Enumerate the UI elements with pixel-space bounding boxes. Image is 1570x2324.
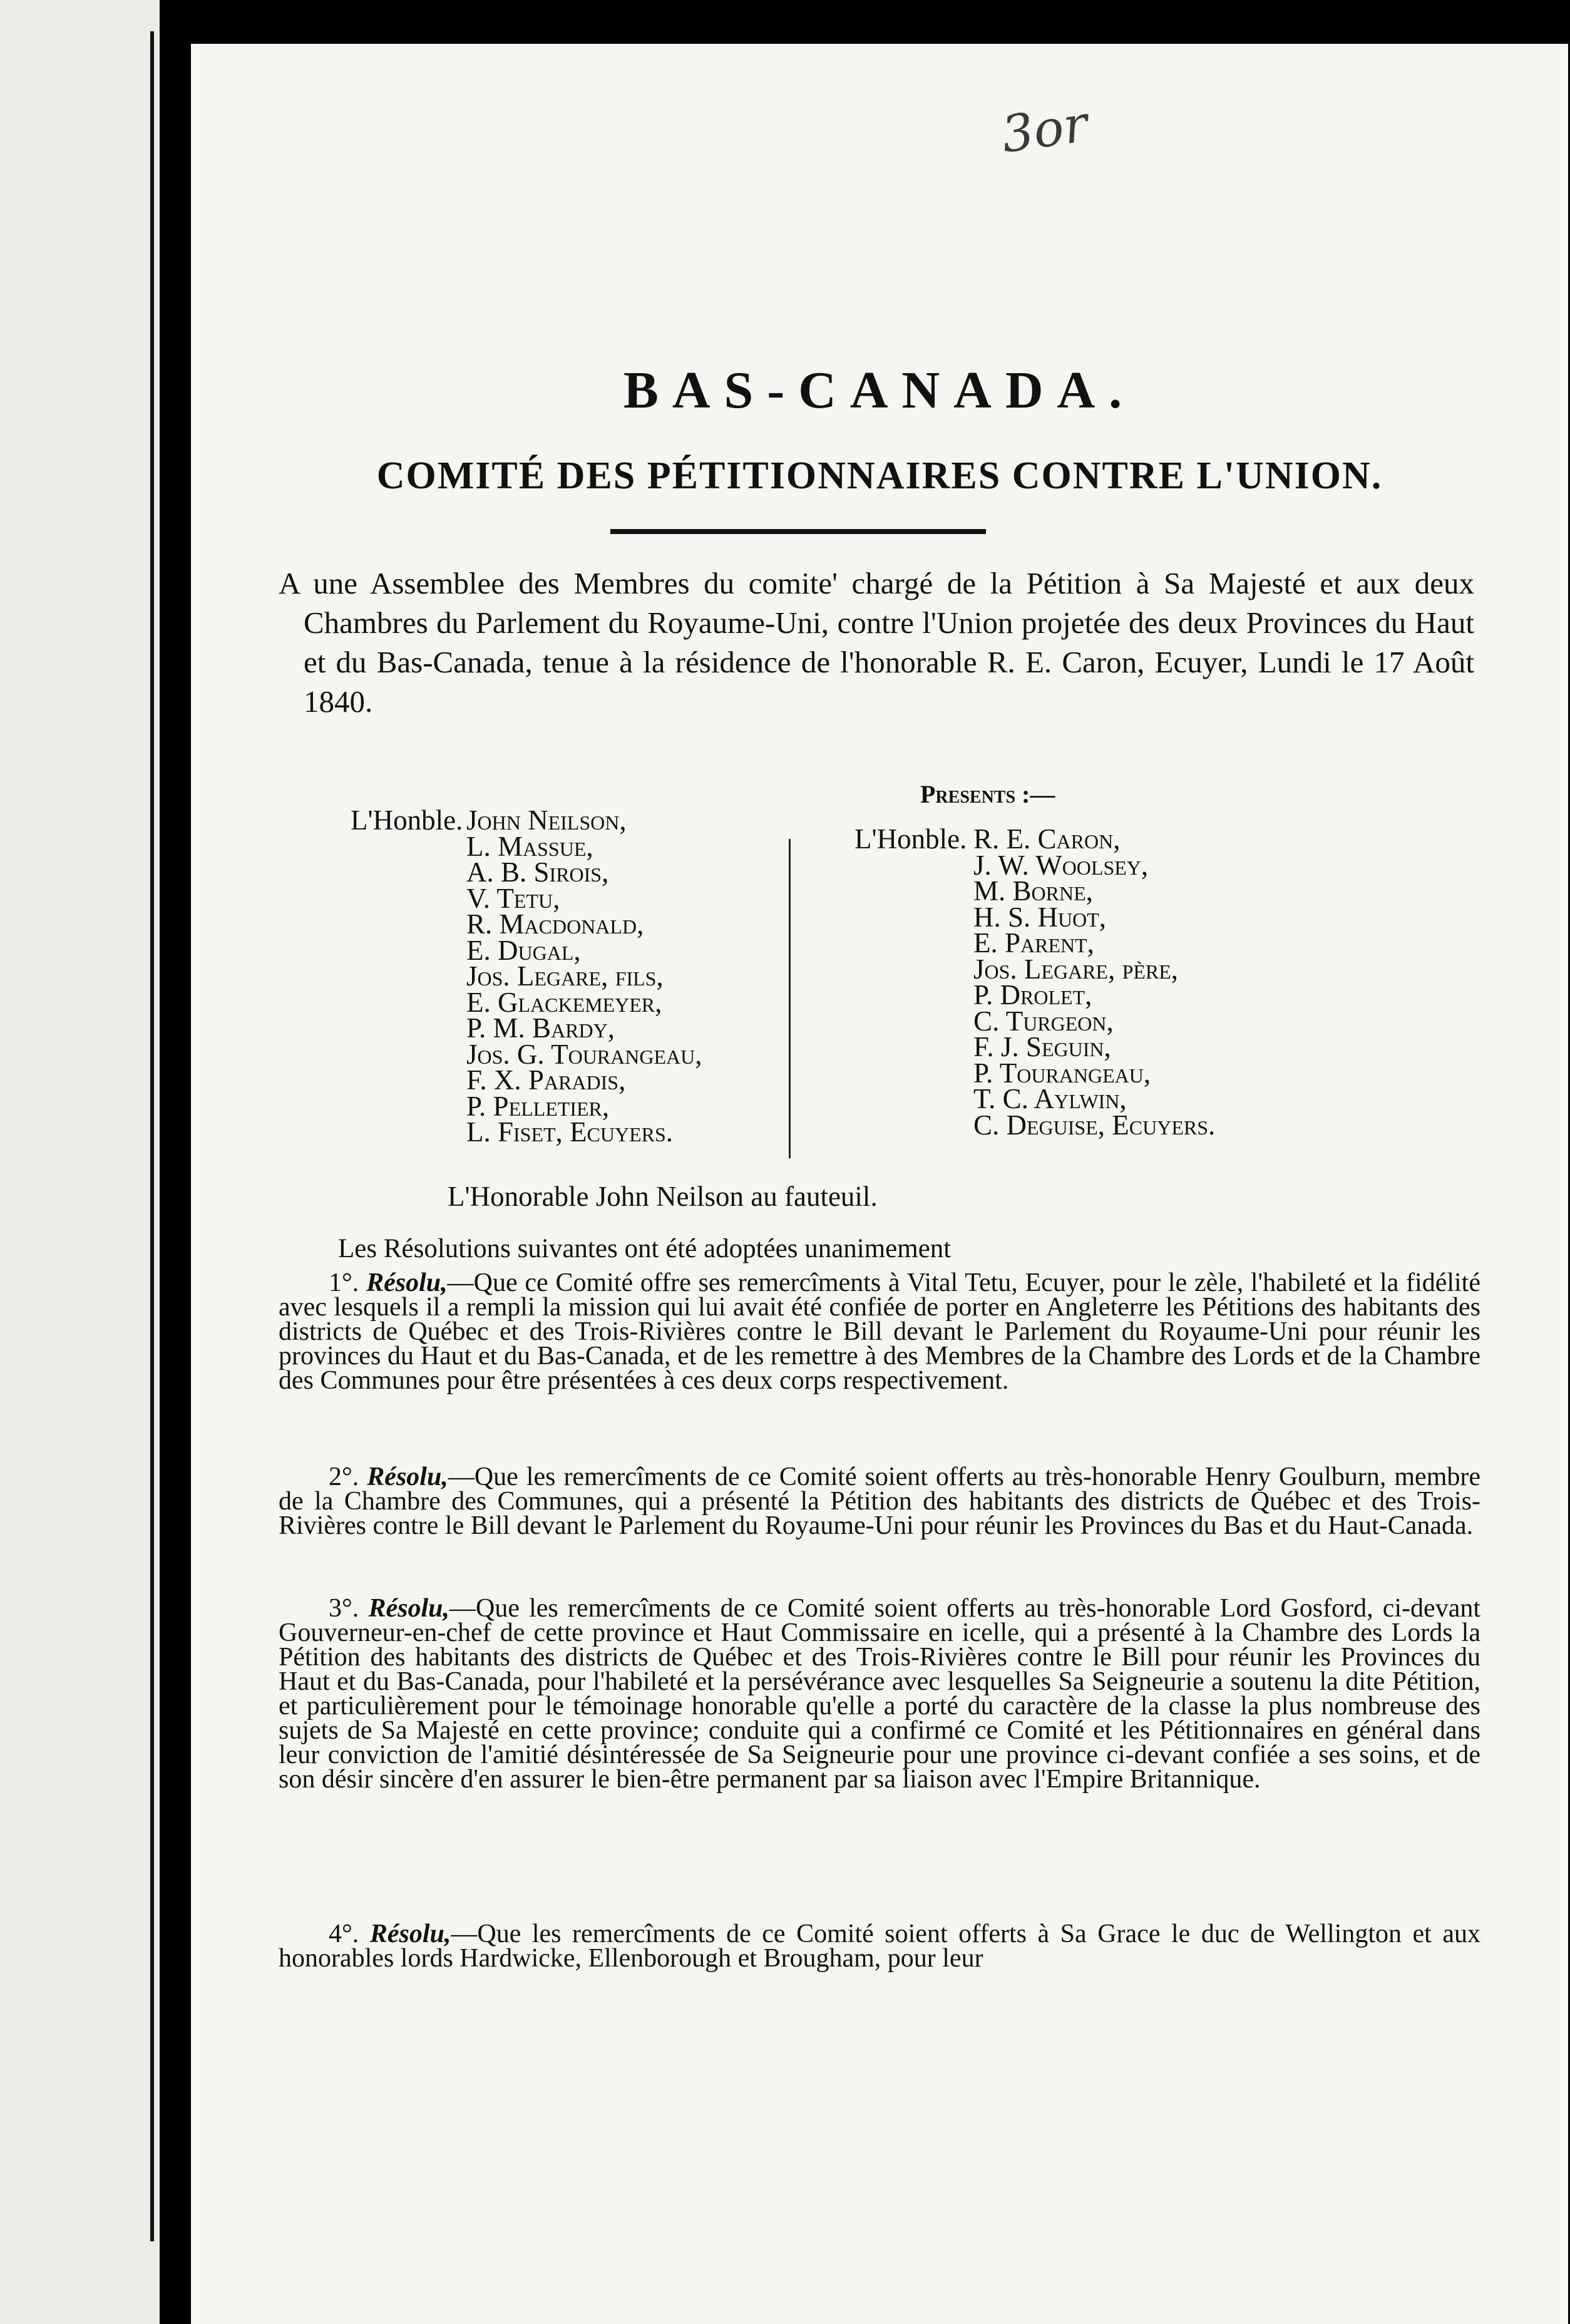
resolution-number: 4°. <box>329 1920 359 1948</box>
member-name: V. Tetu, <box>466 882 560 914</box>
intro-paragraph: A une Assemblee des Membres du comite' chargé de la Pétition à Sa Majesté et aux deux Chambres du Parlement du Royaume-Uni, contre l'Union projetée des deux Provinces du Haut et du Bas-Canada, tenue à la résidence de l'honorable R. E. Caron, Ecuyer, Lundi le 17 Août 1840. <box>279 566 1474 719</box>
document-page <box>191 44 1568 2324</box>
left-column-label: L'Honble. <box>351 805 463 836</box>
member-name: E. Dugal, <box>466 934 581 966</box>
page-subtitle: COMITÉ DES PÉTITIONNAIRES CONTRE L'UNION. <box>376 455 1383 497</box>
right-column-label: L'Honble. <box>854 823 967 855</box>
member-name: P. Pelletier, <box>466 1090 610 1122</box>
member-name: F. X. Paradis, <box>466 1064 626 1096</box>
column-divider <box>789 839 791 1158</box>
member-name: P. Drolet, <box>973 979 1092 1010</box>
member-name: A. B. Sirois, <box>466 856 609 888</box>
member-name: L. Fiset, Ecuyers. <box>466 1116 674 1148</box>
member-name: C. Deguise, Ecuyers. <box>973 1109 1216 1141</box>
gutter-rule <box>150 31 154 2241</box>
chair-statement: L'Honorable John Neilson au fauteuil. <box>448 1181 878 1212</box>
title-divider <box>610 529 986 534</box>
resolution-label: Résolu, <box>366 1268 448 1297</box>
member-name: T. C. Aylwin, <box>973 1083 1127 1114</box>
member-name: J. W. Woolsey, <box>973 849 1149 881</box>
member-name: John Neilson, <box>466 805 627 836</box>
member-name: P. Tourangeau, <box>973 1057 1151 1089</box>
previous-page-edge <box>0 0 160 2324</box>
resolution-label: Résolu, <box>368 1594 449 1623</box>
resolution-text: —Que les remercîments de ce Comité soient offerts au très-honorable Henry Goulburn, membre de la Chambre des Communes, qui a présenté la Pétition des habitants des districts de Québec et des Trois-Rivières contre le Bill devant le Parlement du Royaume-Uni pour réunir les Provinces du Bas et du Haut-Canada. <box>279 1463 1480 1540</box>
member-name: C. Turgeon, <box>973 1005 1114 1037</box>
member-name: P. M. Bardy, <box>466 1012 615 1044</box>
member-name: R. E. Caron, <box>973 823 1121 855</box>
resolutions-intro: Les Résolutions suivantes ont été adoptées unanimement <box>338 1234 952 1263</box>
member-name: L. Massue, <box>466 830 593 862</box>
handwritten-mark: 3or <box>998 94 1092 165</box>
resolution-text: —Que ce Comité offre ses remercîments à Vital Tetu, Ecuyer, pour le zèle, l'habileté et la fidélité avec lesquels il a rempli la mission qui lui avait été confiée de porter en Angleterre les Pétitions des habitants des districts de Québec et des Trois-Rivières contre le Bill devant le Parlement du Royaume-Uni pour réunir les provinces du Haut et du Bas-Canada, et de les remettre à des Membres de la Chambre des Lords et de la Chambre des Communes pour être présentées à ces deux corps respectivement. <box>279 1268 1480 1395</box>
page-title: BAS-CANADA. <box>623 361 1136 419</box>
member-name: R. Macdonald, <box>466 908 644 940</box>
resolution-3 <box>279 1596 1480 1792</box>
resolution-number: 2°. <box>329 1463 359 1491</box>
resolution-4 <box>279 1922 1480 1971</box>
resolution-label: Résolu, <box>367 1463 448 1491</box>
left-names-list <box>466 805 702 1148</box>
resolution-text: —Que les remercîments de ce Comité soient offerts au très-honorable Lord Gosford, ci-devant Gouverneur-en-chef de cette province et Haut Commissaire en icelle, qui a présenté à la Chambre des Lords la Pétition des habitants des districts de Québec et des Trois-Rivières contre le Bill pour réunir les Provinces du Haut et du Bas-Canada, pour l'habileté et la persévérance avec lesquelles Sa Seigneurie a soutenu la dite Pétition, et particulièrement pour le témoinage honorable qu'elle a porté du caractère de la classe la plus nombreuse des sujets de Sa Majesté en cette province; conduite qui a confirmé ce Comité et les Pétitionnaires en général dans leur conviction de l'amitié désintéressée de Sa Seigneurie pour une province ci-devant confiée a ses soins, et de son désir sincère d'en assurer le bien-être permanent par sa liaison avec l'Empire Britannique. <box>279 1594 1481 1794</box>
member-name: Jos. G. Tourangeau, <box>466 1038 702 1070</box>
member-name: E. Glackemeyer, <box>466 986 662 1018</box>
resolution-number: 1°. <box>329 1268 359 1297</box>
member-name: F. J. Seguin, <box>973 1031 1111 1062</box>
resolution-number: 3°. <box>329 1594 359 1623</box>
member-name: H. S. Huot, <box>973 901 1107 933</box>
resolution-label: Résolu, <box>369 1920 451 1948</box>
member-name: M. Borne, <box>973 875 1093 907</box>
resolution-text: —Que les remercîments de ce Comité soient offerts à Sa Grace le duc de Wellington et aux honorables lords Hardwicke, Ellenborough et Brougham, pour leur <box>279 1920 1480 1973</box>
member-name: E. Parent, <box>973 927 1094 959</box>
resolution-1 <box>279 1268 1480 1395</box>
right-names-list <box>973 823 1216 1141</box>
member-name: Jos. Legare, fils, <box>466 960 664 992</box>
resolution-2 <box>279 1465 1480 1538</box>
presents-heading: Presents :— <box>920 780 1055 808</box>
member-name: Jos. Legare, père, <box>973 953 1179 985</box>
